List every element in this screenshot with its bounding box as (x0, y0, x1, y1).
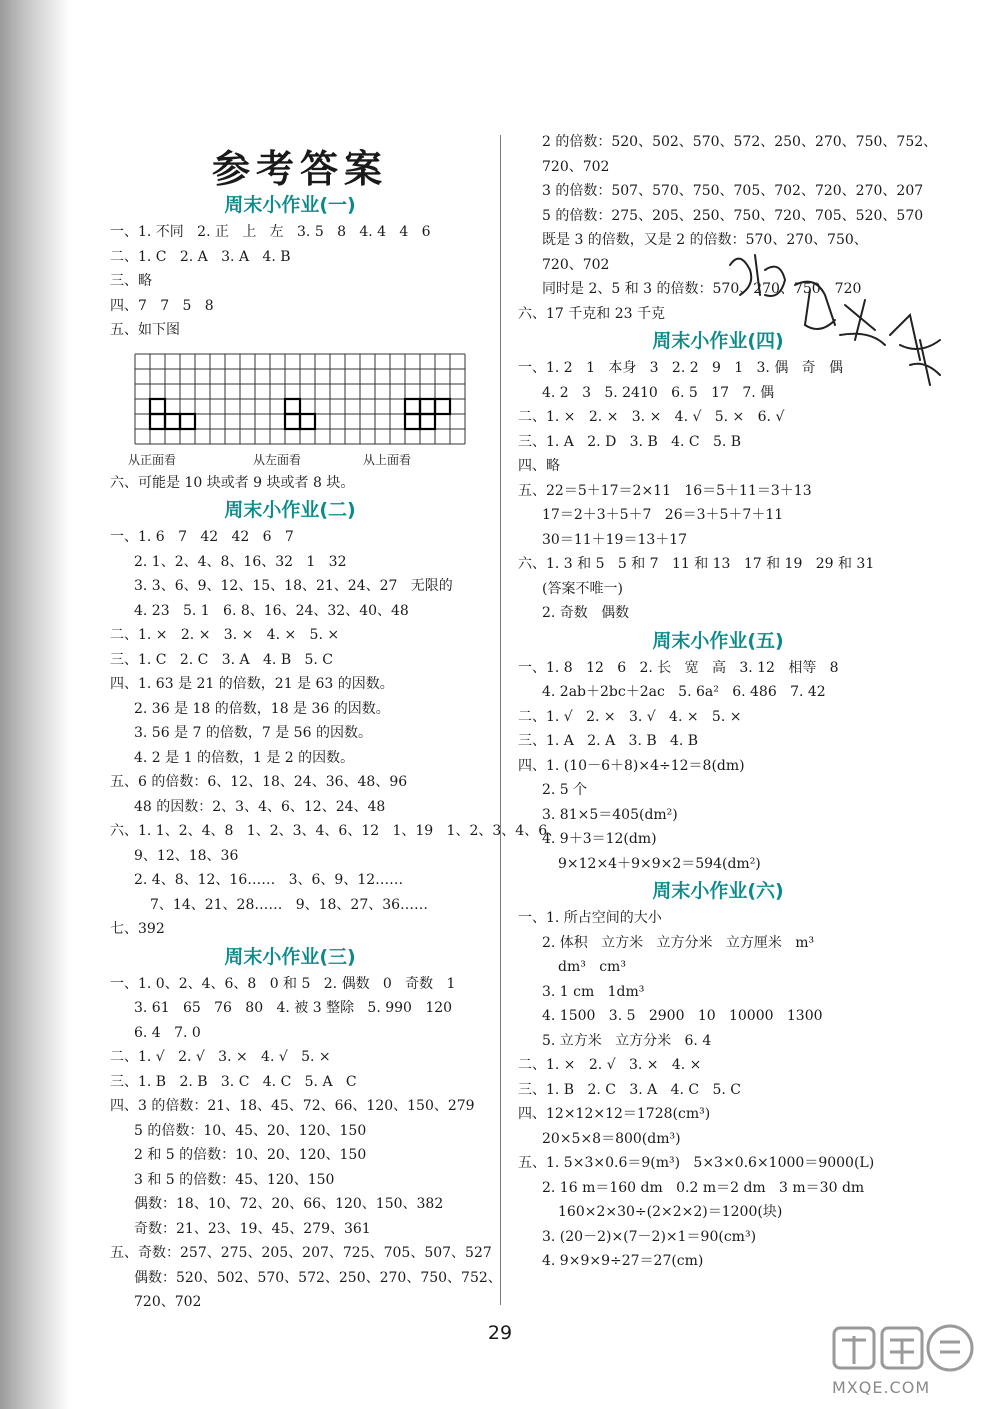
caption-left-view: 从左面看 (253, 452, 302, 467)
answer-line: 160×2×30÷(2×2×2)＝1200(块) (558, 1204, 783, 1220)
answer-line: 同时是 2、5 和 3 的倍数：570、270、750、720 (542, 281, 862, 297)
answer-line: 四、12×12×12＝1728(cm³) (518, 1106, 711, 1122)
front-view-cell (150, 399, 165, 414)
answer-line: 四、略 (518, 458, 560, 474)
answer-line: 一、1. 0、2、4、6、8 0 和 5 2. 偶数 0 奇数 1 (110, 975, 456, 992)
answer-line: 2. 4、8、12、16…… 3、6、9、12…… (134, 872, 404, 888)
top-view-cell (405, 414, 420, 429)
answer-line: 2. 体积 立方米 立方分米 立方厘米 m³ (542, 934, 815, 951)
answer-line: 3. 61 65 76 80 4. 被 3 整除 5. 990 120 (134, 1000, 453, 1016)
answer-line: 7、14、21、28…… 9、18、27、36…… (150, 896, 429, 913)
answer-line: 三、1. B 2. B 3. C 4. C 5. A C (110, 1073, 357, 1090)
answer-line: 3. (20－2)×(7－2)×1＝90(cm³) (542, 1228, 757, 1245)
answer-line: 4. 9＋3＝12(dm) (542, 831, 657, 847)
handwritten-scribble (725, 245, 955, 405)
answer-line: 9×12×4＋9×9×2＝594(dm²) (558, 855, 761, 872)
section-title-1: 周末小作业(一) (224, 194, 356, 216)
left-view-cell (285, 414, 300, 429)
answer-line: 偶数：18、10、72、20、66、120、150、382 (134, 1196, 444, 1212)
answer-line: 一、1. 2 1 本身 3 2. 2 9 1 3. 偶 奇 偶 (518, 360, 844, 376)
answer-line: 4. 23 5. 1 6. 8、16、24、32、40、48 (134, 602, 409, 619)
answer-line: 2. 16 m＝160 dm 0.2 m＝2 dm 3 m＝30 dm (542, 1179, 865, 1196)
answer-line: 5 的倍数：275、205、250、750、720、705、520、570 (542, 207, 924, 224)
answer-line: 三、1. C 2. C 3. A 4. B 5. C (110, 651, 333, 668)
answer-line: 二、1. × 2. √ 3. × 4. × (518, 1057, 702, 1073)
answer-line: 720、702 (542, 256, 610, 273)
answer-line: 3. 1 cm 1dm³ (542, 983, 645, 1000)
answer-line: 2. 奇数 偶数 (542, 605, 630, 621)
answer-line: 五、奇数：257、275、205、207、725、705、507、527 (110, 1245, 492, 1261)
top-view-cell (420, 414, 435, 429)
answer-line: 四、3 的倍数：21、18、45、72、66、120、150、279 (110, 1098, 475, 1114)
answer-line: 六、1. 3 和 5 5 和 7 11 和 13 17 和 19 29 和 31 (518, 556, 875, 572)
answer-line: dm³ cm³ (558, 959, 626, 975)
answer-line: 四、1. 63 是 21 的倍数，21 是 63 的因数。 (110, 676, 394, 692)
front-view-cell (165, 414, 180, 429)
watermark-logo-icon (820, 1322, 990, 1382)
grid-drawing (130, 347, 470, 451)
section-title-6: 周末小作业(六) (652, 880, 784, 902)
answer-line: 偶数：520、502、570、572、250、270、750、752、 (134, 1269, 502, 1286)
section-title-4: 周末小作业(四) (652, 330, 784, 352)
front-view-cell (150, 414, 165, 429)
answer-line: 4. 2 是 1 的倍数，1 是 2 的因数。 (134, 749, 355, 766)
answer-line: 二、1. C 2. A 3. A 4. B (110, 248, 291, 265)
section-title-5: 周末小作业(五) (652, 629, 784, 652)
answer-line: 4. 2ab＋2bc＋2ac 5. 6a² 6. 486 7. 42 (542, 684, 826, 700)
column-divider (500, 135, 501, 1305)
page-title: 参考答案 (211, 146, 388, 191)
answer-line: 720、702 (542, 158, 610, 175)
answer-line: 2 和 5 的倍数：10、20、120、150 (134, 1147, 367, 1163)
answer-line: 3 和 5 的倍数：45、120、150 (134, 1171, 335, 1188)
answer-line: 一、1. 不同 2. 正 上 左 3. 5 8 4. 4 4 6 (110, 224, 431, 240)
top-view-cell (420, 399, 435, 414)
section-title-2: 周末小作业(二) (224, 499, 356, 521)
top-view-cell (435, 399, 450, 414)
answer-line: 三、1. A 2. A 3. B 4. B (518, 733, 699, 749)
answer-line: 一、1. 6 7 42 42 6 7 (110, 529, 294, 545)
answer-line: 2 的倍数：520、502、570、572、250、270、750、752、 (542, 134, 938, 150)
answer-line: 二、1. √ 2. × 3. √ 4. × 5. × (518, 708, 742, 725)
answer-line: 五、1. 5×3×0.6＝9(m³) 5×3×0.6×1000＝9000(L) (518, 1155, 875, 1171)
answer-line: 3. 81×5＝405(dm²) (542, 806, 678, 823)
answer-line: 二、1. √ 2. √ 3. × 4. √ 5. × (110, 1049, 331, 1065)
answer-line: 一、1. 所占空间的大小 (518, 910, 662, 926)
answer-line: 4. 9×9×9÷27＝27(cm) (542, 1253, 704, 1269)
answer-line: 3. 56 是 7 的倍数，7 是 56 的因数。 (134, 725, 372, 741)
front-view-cell (180, 414, 195, 429)
left-view-cell (300, 414, 315, 429)
answer-line: 2. 1、2、4、8、16、32 1 32 (134, 553, 347, 570)
answer-line: 5. 立方米 立方分米 6. 4 (542, 1032, 712, 1049)
page-number: 29 (487, 1322, 513, 1344)
answer-line: 二、1. × 2. × 3. × 4. √ 5. × 6. √ (518, 409, 785, 425)
answer-line: 六、17 千克和 23 千克 (518, 305, 665, 322)
answer-line: 四、7 7 5 8 (110, 297, 214, 314)
answer-line: 30＝11＋19＝13＋17 (542, 531, 688, 548)
answer-line: 六、可能是 10 块或者 9 块或者 8 块。 (110, 474, 355, 491)
page-binding-shadow (0, 0, 70, 1409)
answer-line: 七、392 (110, 921, 165, 937)
answer-line: 三、1. B 2. C 3. A 4. C 5. C (518, 1081, 741, 1098)
answer-line: 既是 3 的倍数，又是 2 的倍数：570、270、750、 (542, 232, 868, 248)
answer-line: 三、1. A 2. D 3. B 4. C 5. B (518, 433, 742, 450)
answer-line: 2. 5 个 (542, 782, 588, 798)
answer-line: 48 的因数：2、3、4、6、12、24、48 (134, 798, 386, 815)
answer-line: 3 的倍数：507、570、750、705、702、720、270、207 (542, 183, 924, 199)
three-view-grid-figure (110, 343, 490, 471)
answer-line: 4. 1500 3. 5 2900 10 10000 1300 (542, 1008, 823, 1024)
top-view-cell (405, 399, 420, 414)
answer-line: (答案不唯一) (542, 580, 623, 597)
answer-line: 奇数：21、23、19、45、279、361 (134, 1220, 371, 1237)
answer-line: 一、1. 8 12 6 2. 长 宽 高 3. 12 相等 8 (518, 659, 839, 676)
answer-line: 2. 36 是 18 的倍数，18 是 36 的因数。 (134, 700, 390, 717)
answer-line: 17＝2＋3＋5＋7 26＝3＋5＋7＋11 (542, 507, 784, 523)
answer-line: 3. 3、6、9、12、15、18、21、24、27 无限的 (134, 578, 453, 594)
answer-line: 6. 4 7. 0 (134, 1024, 201, 1041)
answer-line: 五、如下图 (110, 322, 180, 338)
answer-line: 4. 2 3 5. 2410 6. 5 17 7. 偶 (542, 384, 775, 401)
answer-line: 20×5×8＝800(dm³) (542, 1130, 681, 1147)
caption-top-view: 从上面看 (363, 452, 412, 467)
section-title-3: 周末小作业(三) (224, 945, 356, 968)
watermark-site-text: MXQE.COM (832, 1378, 931, 1397)
answer-line: 三、略 (110, 273, 152, 289)
answer-line: 五、22＝5＋17＝2×11 16＝5＋11＝3＋13 (518, 482, 812, 499)
answer-line: 四、1. (10－6＋8)×4÷12＝8(dm) (518, 757, 745, 774)
answer-line: 二、1. × 2. × 3. × 4. × 5. × (110, 627, 340, 643)
caption-front-view: 从正面看 (128, 452, 177, 467)
left-view-cell (285, 399, 300, 414)
answer-line: 六、1. 1、2、4、8 1、2、3、4、6、12 1、19 1、2、3、4、6、 (110, 823, 562, 839)
answer-line: 720、702 (134, 1294, 202, 1310)
site-watermark (820, 1322, 990, 1400)
answer-line: 9、12、18、36 (134, 847, 239, 864)
answer-line: 5 的倍数：10、45、20、120、150 (134, 1122, 367, 1139)
answer-line: 五、6 的倍数：6、12、18、24、36、48、96 (110, 774, 408, 790)
